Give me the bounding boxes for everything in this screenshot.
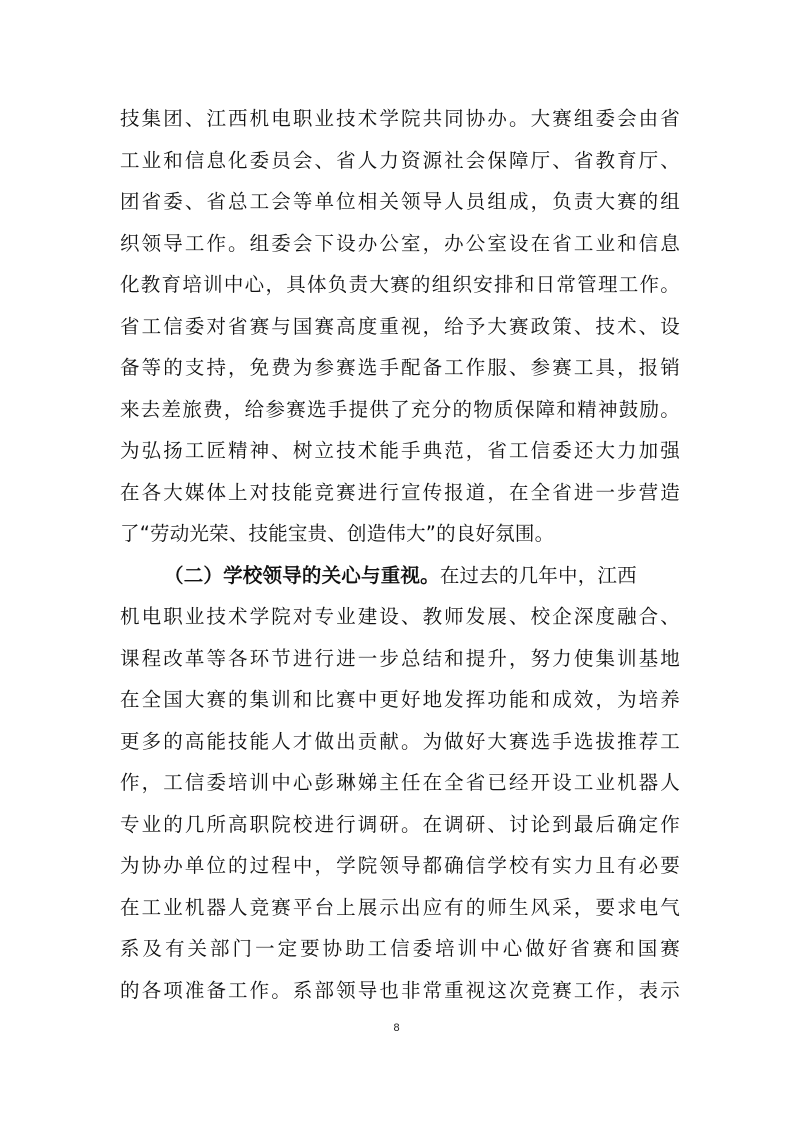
text-line: 技集团、江西机电职业技术学院共同协办。大赛组委会由省 bbox=[120, 107, 680, 130]
body-text bbox=[120, 98, 680, 1011]
text-line: 来去差旅费，给参赛选手提供了充分的物质保障和精神鼓励。 bbox=[120, 397, 680, 421]
text-line: 作，工信委培训中心彭琳娣主任在全省已经开设工业机器人 bbox=[120, 771, 680, 794]
text-line: 机电职业技术学院对专业建设、教师发展、校企深度融合、 bbox=[120, 605, 680, 628]
text-line: 系及有关部门一定要协助工信委培训中心做好省赛和国赛 bbox=[120, 937, 680, 960]
text-line: 为弘扬工匠精神、树立技术能手典范，省工信委还大力加强 bbox=[120, 439, 680, 462]
text-line: 课程改革等各环节进行进一步总结和提升，努力使集训基地 bbox=[120, 646, 680, 670]
section-heading: （二）学校领导的关心与重视。 bbox=[164, 563, 440, 587]
text-line: 化教育培训中心，具体负责大赛的组织安排和日常管理工作。 bbox=[120, 273, 680, 296]
text-line: 专业的几所高职院校进行调研。在调研、讨论到最后确定作 bbox=[120, 812, 680, 836]
text-line: 在各大媒体上对技能竞赛进行宣传报道，在全省进一步营造 bbox=[120, 480, 680, 504]
text-line: 了“劳动光荣、技能宝贵、创造伟大”的良好氛围。 bbox=[120, 522, 555, 545]
text-line: 的各项准备工作。系部领导也非常重视这次竞赛工作，表示 bbox=[120, 978, 680, 1002]
text-line: 团省委、省总工会等单位相关领导人员组成，负责大赛的组 bbox=[120, 190, 680, 213]
section-first-line-text: 在过去的几年中，江西 bbox=[439, 563, 637, 587]
text-line: 工业和信息化委员会、省人力资源社会保障厅、省教育厅、 bbox=[120, 148, 680, 172]
text-line: 为协办单位的过程中，学院领导都确信学校有实力且有必要 bbox=[120, 854, 680, 877]
page-number: 8 bbox=[393, 1022, 400, 1034]
text-line: 在工业机器人竞赛平台上展示出应有的师生风采，要求电气 bbox=[120, 895, 680, 919]
text-line: 在全国大赛的集训和比赛中更好地发挥功能和成效，为培养 bbox=[120, 688, 680, 711]
section-first-line bbox=[120, 555, 680, 597]
text-line: 备等的支持，免费为参赛选手配备工作服、参赛工具，报销 bbox=[120, 356, 680, 379]
text-line: 更多的高能技能人才做出贡献。为做好大赛选手选拔推荐工 bbox=[120, 729, 680, 753]
text-line: 省工信委对省赛与国赛高度重视，给予大赛政策、技术、设 bbox=[120, 314, 680, 338]
text-line: 织领导工作。组委会下设办公室，办公室设在省工业和信息 bbox=[120, 231, 680, 255]
